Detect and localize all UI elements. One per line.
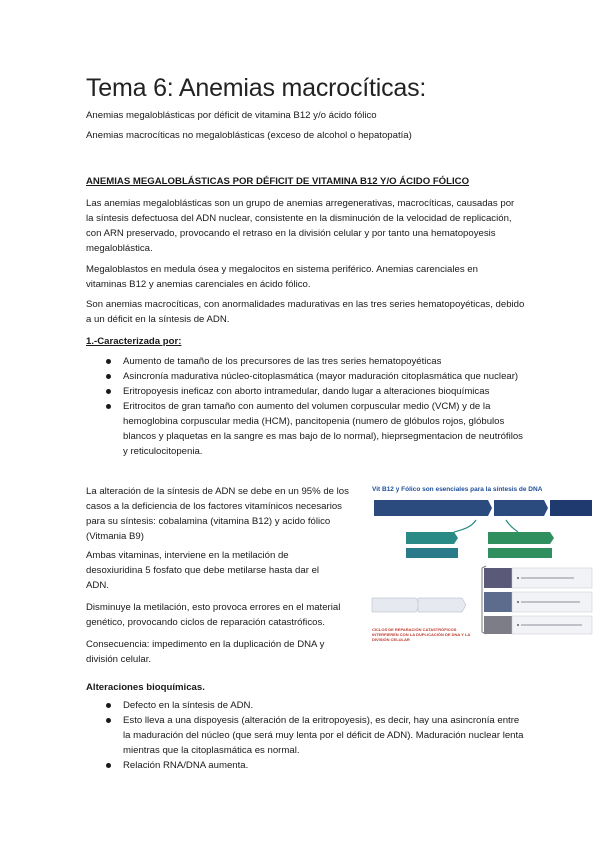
bullet-icon xyxy=(517,624,519,626)
caracterizada-list xyxy=(86,354,526,459)
arrow-shape xyxy=(418,598,466,612)
arrow-shape xyxy=(488,532,554,544)
left-col-paragraph-4: Consecuencia: impedimento en la duplicación de DNA y división celular. xyxy=(86,639,325,665)
list-item: Aumento de tamaño de los precursores de las tres series hematopoyéticas xyxy=(86,354,526,369)
section-title: ANEMIAS MEGALOBLÁSTICAS POR DÉFICIT DE VITAMINA B12 Y/O ÁCIDO FÓLICO xyxy=(86,176,470,187)
arrow-shape xyxy=(406,532,458,544)
alteraciones-list xyxy=(86,698,526,773)
box-shape xyxy=(406,548,458,558)
list-item: Eritrocitos de gran tamaño con aumento del volumen corpuscular medio (VCM) y de la hemoglobina corpuscular media (HCM), pancitopenia (numero de glóbulos rojos, glóbulos blancos y plaquetas en la sangre es mas bajo de lo normal), hieprsegmentacion de neutrófilos y reticulocitopenia. xyxy=(86,399,526,459)
dna-synthesis-diagram xyxy=(366,486,598,646)
arrow-shape xyxy=(550,500,592,516)
bullet-icon xyxy=(106,359,111,364)
box-shape xyxy=(484,592,512,612)
bullet-icon xyxy=(106,703,111,708)
paragraph-1: Las anemias megaloblásticas son un grupo de anemias arregenerativas, macrocíticas, causadas por la síntesis defectuosa del ADN nuclear, consistente en la disminución de la velocidad de replicación, con ARN preservado, provocando el retraso en la división celular y por tanto una hematopoyesis megaloblástica. xyxy=(86,198,515,254)
arrow-shape xyxy=(374,500,492,516)
box-shape xyxy=(484,568,512,588)
subtitle-1: Anemias megaloblásticas por déficit de vitamina B12 y/o ácido fólico xyxy=(86,110,377,121)
bullet-icon xyxy=(106,389,111,394)
box-shape xyxy=(484,616,512,634)
bullet-icon xyxy=(106,718,111,723)
diagram-arrows xyxy=(366,486,598,646)
curve-arrow xyxy=(454,520,476,532)
page-title: Tema 6: Anemias macrocíticas: xyxy=(86,74,427,102)
arrow-shape xyxy=(494,500,548,516)
curve-arrow xyxy=(506,520,518,532)
paragraph-3: Son anemias macrocíticas, con anormalidades madurativas en las tres series hematopoyéticas, debido a un déficit en la síntesis de ADN. xyxy=(86,299,525,325)
list-item: Asincronía madurativa núcleo-citoplasmática (mayor maduración citoplasmática que nuclear) xyxy=(86,369,526,384)
alteraciones-label: Alteraciones bioquímicas. xyxy=(86,682,205,693)
subtitle-2: Anemias macrocíticas no megaloblásticas (exceso de alcohol o hepatopatía) xyxy=(86,130,412,141)
bullet-icon xyxy=(106,404,111,409)
bullet-icon xyxy=(517,601,519,603)
list-item: Defecto en la síntesis de ADN. xyxy=(86,698,526,713)
diagram-red-note: CICLOS DE REPARACIÓN CATASTRÓFICOS INTERFIEREN CON LA DUPLICACIÓN DE DNA Y LA DIVISIÓN CELULAR xyxy=(372,627,471,642)
bullet-icon xyxy=(106,374,111,379)
left-col-paragraph-1: La alteración de la síntesis de ADN se debe en un 95% de los casos a la deficiencia de los factores vitamínicos necesarios para su síntesis: cobalamina (vitamina B12) y acido fólico (Vitmania B9) xyxy=(86,486,349,542)
bullet-icon xyxy=(106,763,111,768)
paragraph-2: Megaloblastos en medula ósea y megalocitos en sistema periférico. Anemias carenciales en vitaminas B12 y anemias carenciales en ácido fólico. xyxy=(86,264,478,290)
diagram-title: Vit B12 y Fólico son esenciales para la síntesis de DNA xyxy=(372,486,543,493)
bullet-icon xyxy=(517,577,519,579)
box-shape xyxy=(488,548,552,558)
list-item: Eritropoyesis ineficaz con aborto intramedular, dando lugar a alteraciones bioquímicas xyxy=(86,384,526,399)
caracterizada-label: 1.-Caracterizada por: xyxy=(86,336,182,347)
list-item: Relación RNA/DNA aumenta. xyxy=(86,758,526,773)
left-col-paragraph-2: Ambas vitaminas, interviene en la metilación de desoxiuridina 5 fosfato que debe metilarse hasta dar el ADN. xyxy=(86,550,320,591)
list-item: Esto lleva a una dispoyesis (alteración de la eritropoyesis), es decir, hay una asincronía entre la maduración del núcleo (que será muy lenta por el déficit de ADN). Maduración nuclear lenta mientras que la citoplasmática es normal. xyxy=(86,713,526,758)
arrow-shape xyxy=(372,598,420,612)
left-col-paragraph-3: Disminuye la metilación, esto provoca errores en el material genético, provocando ciclos de reparación catastróficos. xyxy=(86,602,341,628)
